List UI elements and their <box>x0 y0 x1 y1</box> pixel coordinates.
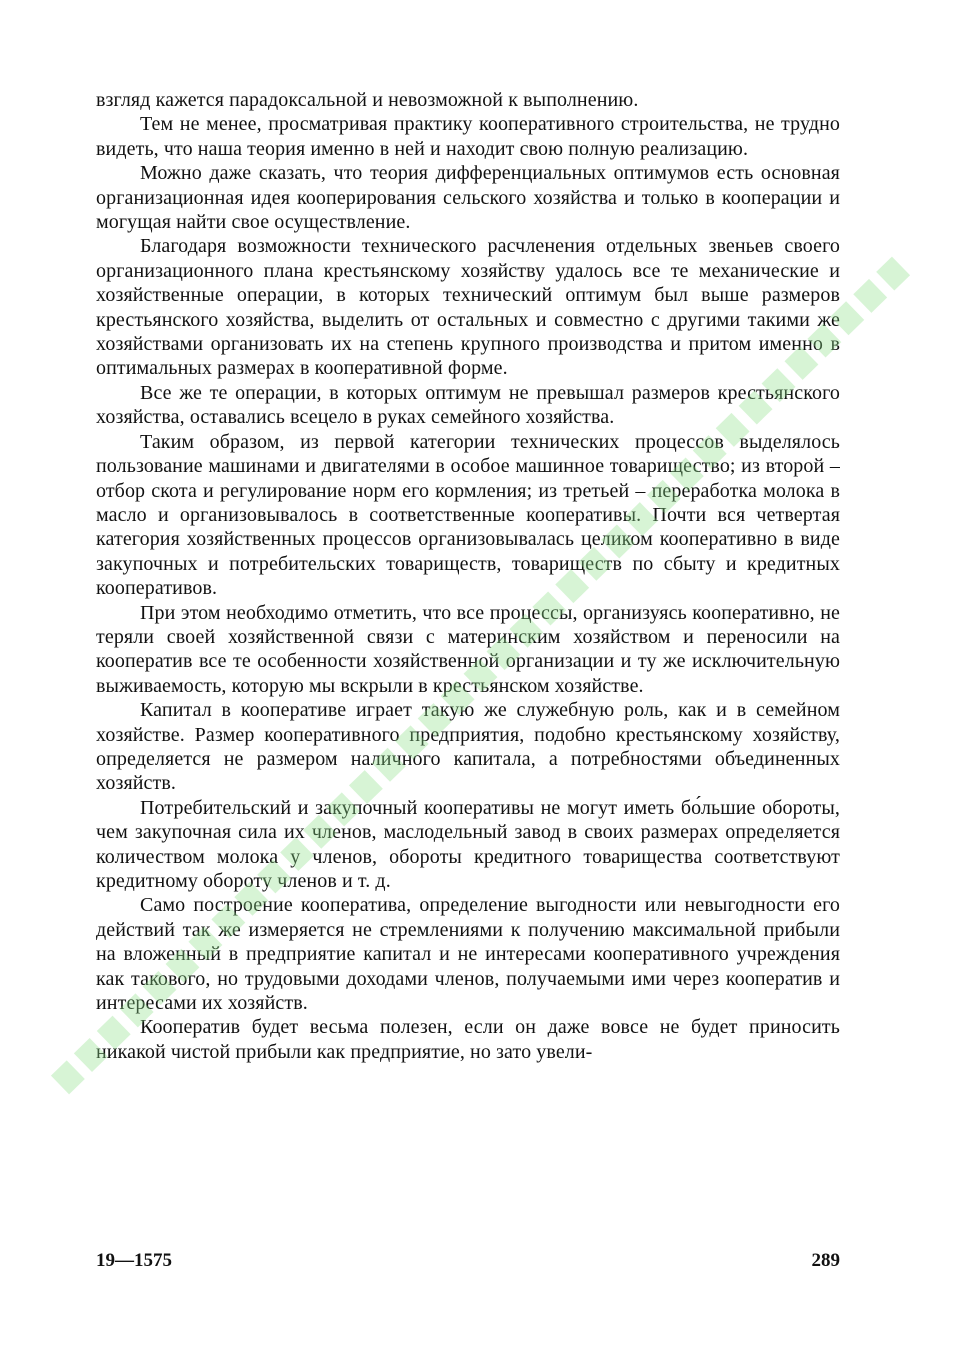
paragraph-10: Само построение кооператива, определение выгодности или невыгодности его действий так же измеряется не стремлениями к получению максимальной прибыли на вложенный в предприятие капитал и не интересами кооперативного учреждения как такового, но трудовыми доходами членов, получаемыми ими через кооператив и интересами их хозяйств. <box>96 894 840 1015</box>
signature-mark: 19—1575 <box>96 1250 172 1271</box>
paragraph-7: При этом необходимо отметить, что все процессы, организуясь кооперативно, не теряли своей хозяйственной связи с материнским хозяйством и переносили на кооператив все те особенности хозяйственной организации и ту же исключительную выживаемость, которую мы вскрыли в крестьянском хозяйстве. <box>96 601 840 697</box>
paragraph-3: Можно даже сказать, что теория дифференциальных оптимумов есть основная организационная идея кооперирования сельского хозяйства и только в кооперации и могущая найти свое осуществление. <box>96 162 840 234</box>
page-number: 289 <box>811 1250 840 1271</box>
paragraph-5: Все же те операции, в которых оптимум не превышал размеров крестьянского хозяйства, оставались всецело в руках семейного хозяйства. <box>96 381 840 429</box>
paragraph-6: Таким образом, из первой категории технических процессов выделялось пользование машинами и двигателями в особое машинное товарищество; из второй – отбор скота и регулирование норм его кормления; из третьей – переработка молока в масло и организовывалось в соответственные кооперативы. Почти вся четвертая категория хозяйственных процессов организовывалась целиком кооперативно в виде закупочных и потребительских товариществ, товариществ по сбыту и кредитных кооперативов. <box>96 430 840 600</box>
paragraph-11: Кооператив будет весьма полезен, если он даже вовсе не будет приносить никакой чистой прибыли как предприятие, но зато увели- <box>96 1016 840 1063</box>
paragraph-8: Капитал в кооперативе играет такую же служебную роль, как и в семейном хозяйстве. Размер кооперативного предприятия, подобно крестьянскому хозяйству, определяется не размером наличного капитала, а потребностями объединенных хозяйств. <box>96 699 840 795</box>
page-footer <box>96 1250 840 1272</box>
paragraph-4: Благодаря возможности технического расчленения отдельных звеньев своего организационного плана крестьянскому хозяйству удалось все те механические и хозяйственные операции, в которых технический оптимум был выше размеров крестьянского хозяйства, выделить от остальных и совместно с другими такими же хозяйствами организовать их на степень крупного производства и притом именно в оптимальных размерах в кооперативной форме. <box>96 235 840 380</box>
paragraph-2: Тем не менее, просматривая практику кооперативного строительства, не трудно видеть, что наша теория именно в ней и находит свою полную реализацию. <box>96 113 840 160</box>
paragraph-1: взгляд кажется парадоксальной и невозможной к выполнению. <box>96 89 639 111</box>
page-body <box>96 88 840 1064</box>
paragraph-9: Потребительский и закупочный кооперативы не могут иметь бо́льшие обороты, чем закупочная сила их членов, маслодельный завод в своих размерах определяется количеством молока у членов, обороты кредитного товарищества соответствуют кредитному обороту членов и т. д. <box>96 796 840 892</box>
